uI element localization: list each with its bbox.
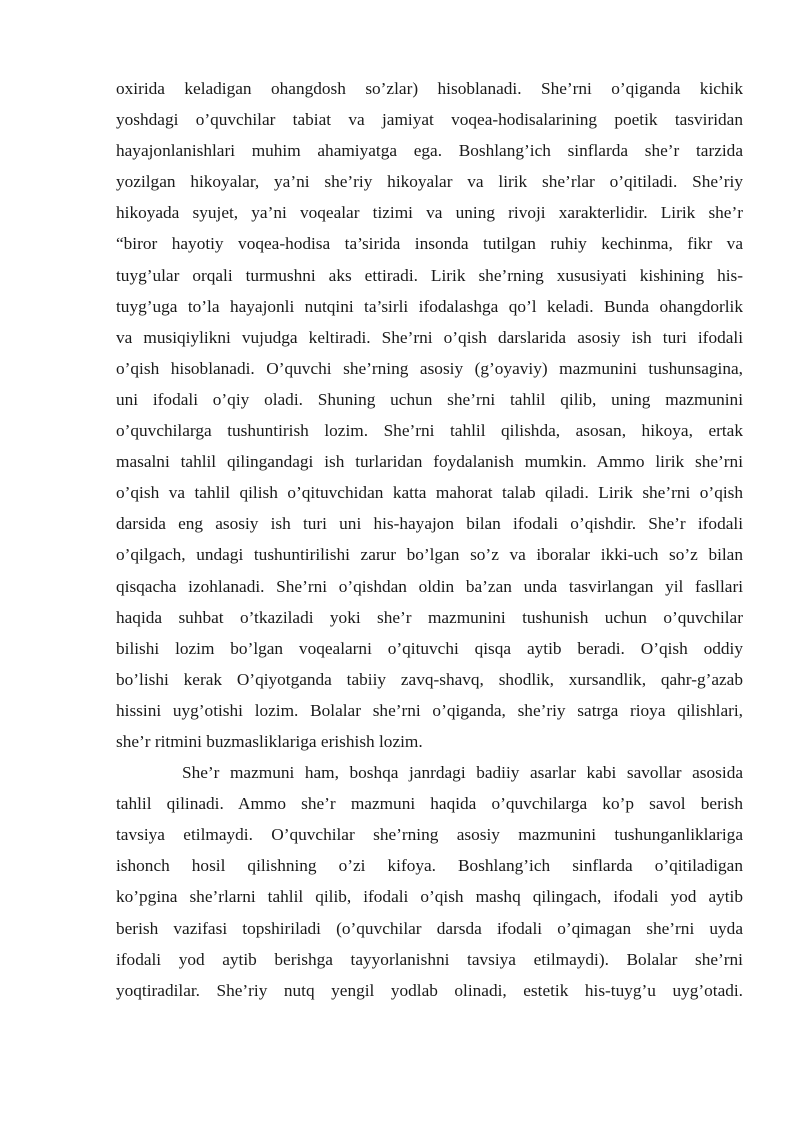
text-line: hissini uyg’otishi lozim. Bolalar she’rni o’qiganda, she’riy satrga rioya qilishlari, [116, 700, 743, 720]
text-line: ishonch hosil qilishning o’zi kifoya. Boshlang’ich sinflarda o’qitiladigan [116, 856, 743, 876]
text-line: masalni tahlil qilingandagi ish turlaridan foydalanish mumkin. Ammo lirik she’rni [116, 452, 743, 472]
text-line: she’r ritmini buzmasliklariga erishish lozim. [116, 731, 423, 751]
text-line: oxirida keladigan ohangdosh so’zlar) hisoblanadi. She’rni o’qiganda kichik [116, 79, 743, 98]
text-line: qisqacha izohlanadi. She’rni o’qishdan oldin ba’zan unda tasvirlangan yil fasllari [116, 576, 743, 596]
paragraph [116, 757, 743, 1006]
text-line: yozilgan hikoyalar, ya’ni she’riy hikoyalar va lirik she’rlar o’qitiladi. She’riy [116, 172, 743, 192]
text-line: hayajonlanishlari muhim ahamiyatga ega. Boshlang’ich sinflarda she’r tarzida [116, 141, 743, 161]
text-line: tahlil qilinadi. Ammo she’r mazmuni haqida o’quvchilarga ko’p savol berish [116, 794, 743, 814]
text-line: darsida eng asosiy ish turi uni his-hayajon bilan ifodali o’qishdir. She’r ifodali [116, 514, 743, 534]
text-line: “biror hayotiy voqea-hodisa ta’sirida insonda tutilgan ruhiy kechinma, fikr va [116, 234, 743, 254]
text-line: bo’lishi kerak O’qiyotganda tabiiy zavq-shavq, shodlik, xursandlik, qahr-g’azab [116, 669, 743, 689]
document-body [116, 73, 743, 1006]
text-line: tavsiya etilmaydi. O’quvchilar she’rning asosiy mazmunini tushunganliklariga [116, 825, 743, 845]
text-line: o’qish va tahlil qilish o’qituvchidan katta mahorat talab qiladi. Lirik she’rni o’qish [116, 483, 743, 503]
text-line: yoshdagi o’quvchilar tabiat va jamiyat voqea-hodisalarining poetik tasviridan [116, 110, 743, 130]
text-line: berish vazifasi topshiriladi (o’quvchilar darsda ifodali o’qimagan she’rni uyda [116, 918, 743, 938]
paragraph [116, 73, 743, 757]
text-line: tuyg’uga to’la hayajonli nutqini ta’sirli ifodalashga qo’l keladi. Bunda ohangdorlik [116, 296, 743, 316]
text-line: o’quvchilarga tushuntirish lozim. She’rni tahlil qilishda, asosan, hikoya, ertak [116, 421, 743, 441]
text-line: ifodali yod aytib berishga tayyorlanishni tavsiya etilmaydi). Bolalar she’rni [116, 949, 743, 969]
text-line: yoqtiradilar. She’riy nutq yengil yodlab olinadi, estetik his-tuyg’u uyg’otadi. [116, 980, 743, 1000]
text-line: tuyg’ular orqali turmushni aks ettiradi. Lirik she’rning xususiyati kishining his- [116, 265, 743, 285]
text-line: ko’pgina she’rlarni tahlil qilib, ifodali o’qish mashq qilingach, ifodali yod aytib [116, 887, 743, 907]
text-line: o’qish hisoblanadi. O’quvchi she’rning asosiy (g’oyaviy) mazmunini tushunsagina, [116, 358, 743, 378]
text-line: va musiqiylikni vujudga keltiradi. She’rni o’qish darslarida asosiy ish turi ifodali [116, 327, 743, 347]
text-line: haqida suhbat o’tkaziladi yoki she’r mazmunini tushunish uchun o’quvchilar [116, 607, 743, 627]
text-line: uni ifodali o’qiy oladi. Shuning uchun she’rni tahlil qilib, uning mazmunini [116, 389, 743, 409]
text-line: o’qilgach, undagi tushuntirilishi zarur bo’lgan so’z va iboralar ikki-uch so’z bilan [116, 545, 743, 565]
text-line: bilishi lozim bo’lgan voqealarni o’qituvchi qisqa aytib beradi. O’qish oddiy [116, 638, 743, 658]
text-line: hikoyada syujet, ya’ni voqealar tizimi va uning rivoji xarakterlidir. Lirik she’r [116, 203, 743, 223]
text-line: She’r mazmuni ham, boshqa janrdagi badiiy asarlar kabi savollar asosida [182, 763, 743, 783]
